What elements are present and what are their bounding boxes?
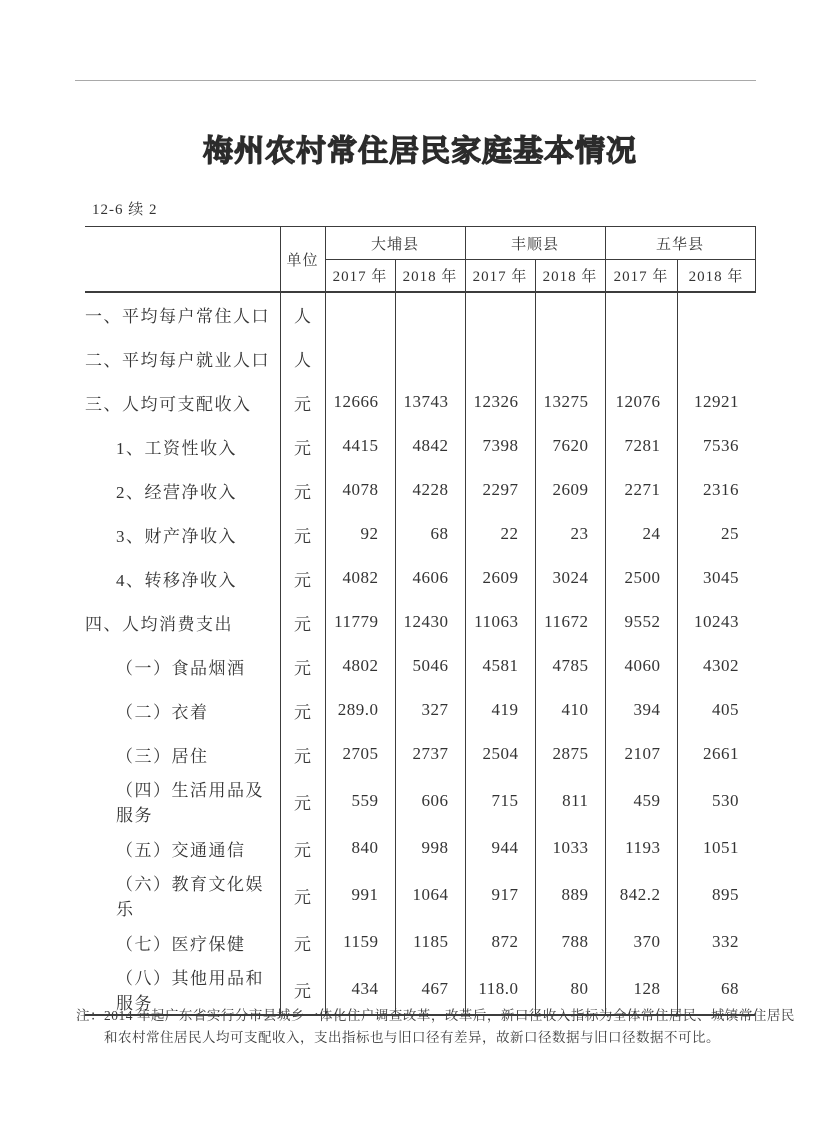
table-row [85, 556, 755, 600]
cell-value: 13743 [395, 380, 465, 424]
row-label: 3、财产净收入 [116, 526, 237, 546]
cell-value: 2661 [677, 732, 755, 776]
row-label: 三、人均可支配收入 [85, 394, 252, 414]
header-row-counties [85, 227, 755, 260]
cell-value: 4078 [325, 468, 395, 512]
cell-value: 2737 [395, 732, 465, 776]
cell-value: 991 [325, 870, 395, 920]
cell-value: 1185 [395, 920, 465, 964]
row-unit: 元 [280, 732, 325, 776]
cell-value: 22 [465, 512, 535, 556]
cell-value: 4228 [395, 468, 465, 512]
cell-value: 128 [605, 964, 677, 1015]
cell-value: 2500 [605, 556, 677, 600]
table-row [85, 776, 755, 826]
cell-value: 4415 [325, 424, 395, 468]
row-unit: 元 [280, 826, 325, 870]
table-row [85, 380, 755, 424]
year-header: 2017 年 [465, 260, 535, 293]
table-row [85, 870, 755, 920]
row-unit: 人 [280, 292, 325, 336]
cell-value: 1159 [325, 920, 395, 964]
cell-value: 2297 [465, 468, 535, 512]
cell-value: 25 [677, 512, 755, 556]
row-unit: 元 [280, 688, 325, 732]
cell-value: 3024 [535, 556, 605, 600]
cell-value: 944 [465, 826, 535, 870]
cell-value: 7536 [677, 424, 755, 468]
cell-value: 9552 [605, 600, 677, 644]
cell-value: 2609 [465, 556, 535, 600]
row-label: 二、平均每户就业人口 [85, 350, 270, 370]
cell-value [325, 292, 395, 336]
cell-value: 289.0 [325, 688, 395, 732]
table-row [85, 644, 755, 688]
table-row [85, 512, 755, 556]
cell-value [535, 336, 605, 380]
cell-value: 842.2 [605, 870, 677, 920]
cell-value: 4802 [325, 644, 395, 688]
cell-value: 2316 [677, 468, 755, 512]
cell-value: 394 [605, 688, 677, 732]
table-row [85, 292, 755, 336]
cell-value: 3045 [677, 556, 755, 600]
cell-value: 13275 [535, 380, 605, 424]
cell-value: 80 [535, 964, 605, 1015]
cell-value: 7620 [535, 424, 605, 468]
row-unit: 元 [280, 424, 325, 468]
cell-value: 889 [535, 870, 605, 920]
cell-value: 10243 [677, 600, 755, 644]
cell-value: 715 [465, 776, 535, 826]
table-row [85, 336, 755, 380]
cell-value: 434 [325, 964, 395, 1015]
cell-value: 467 [395, 964, 465, 1015]
cell-value: 2875 [535, 732, 605, 776]
cell-value: 332 [677, 920, 755, 964]
year-header: 2018 年 [535, 260, 605, 293]
cell-value [465, 336, 535, 380]
footnote-text: 2014 年起广东省实行分市县城乡一体化住户调查改革，改革后，新口径收入指标为全体常住居民、城镇常住居民和农村常住居民人均可支配收入，支出指标也与旧口径有差异，故新口径数据与旧口径数据不可比。 [104, 1008, 795, 1045]
cell-value: 1064 [395, 870, 465, 920]
table-row [85, 600, 755, 644]
cell-value: 2271 [605, 468, 677, 512]
cell-value [677, 336, 755, 380]
cell-value: 4060 [605, 644, 677, 688]
footnote-prefix: 注： [76, 1008, 104, 1023]
county-header-dapu: 大埔县 [325, 227, 465, 260]
row-unit: 人 [280, 336, 325, 380]
cell-value [395, 292, 465, 336]
cell-value: 12076 [605, 380, 677, 424]
row-unit: 元 [280, 380, 325, 424]
row-label: （六）教育文化娱乐 [116, 875, 264, 919]
year-header: 2017 年 [325, 260, 395, 293]
cell-value: 12430 [395, 600, 465, 644]
row-label: 2、经营净收入 [116, 482, 237, 502]
cell-value: 4785 [535, 644, 605, 688]
cell-value: 410 [535, 688, 605, 732]
row-unit: 元 [280, 556, 325, 600]
table-row [85, 424, 755, 468]
cell-value: 788 [535, 920, 605, 964]
cell-value: 11672 [535, 600, 605, 644]
unit-header: 单位 [280, 227, 325, 293]
cell-value [465, 292, 535, 336]
cell-value: 4606 [395, 556, 465, 600]
cell-value: 68 [677, 964, 755, 1015]
cell-value [395, 336, 465, 380]
row-label: 1、工资性收入 [116, 438, 237, 458]
row-label: 4、转移净收入 [116, 570, 237, 590]
cell-value: 11779 [325, 600, 395, 644]
year-header: 2018 年 [677, 260, 755, 293]
cell-value: 7281 [605, 424, 677, 468]
cell-value: 12666 [325, 380, 395, 424]
cell-value [535, 292, 605, 336]
row-unit: 元 [280, 870, 325, 920]
cell-value: 118.0 [465, 964, 535, 1015]
cell-value: 4581 [465, 644, 535, 688]
cell-value: 998 [395, 826, 465, 870]
row-label: （八）其他用品和服务 [85, 964, 280, 1015]
cell-value: 895 [677, 870, 755, 920]
row-label: 四、人均消费支出 [85, 614, 233, 634]
table-code: 12-6 续 2 [92, 202, 158, 218]
cell-value: 7398 [465, 424, 535, 468]
table-row [85, 920, 755, 964]
year-header: 2018 年 [395, 260, 465, 293]
cell-value: 530 [677, 776, 755, 826]
table-body [85, 292, 755, 1015]
cell-value: 12326 [465, 380, 535, 424]
cell-value: 4082 [325, 556, 395, 600]
row-unit: 元 [280, 964, 325, 1015]
cell-value: 2504 [465, 732, 535, 776]
cell-value: 419 [465, 688, 535, 732]
row-unit: 元 [280, 776, 325, 826]
row-label: 一、平均每户常住人口 [85, 307, 270, 326]
row-label: （二）衣着 [116, 702, 209, 722]
footnote [76, 1005, 796, 1049]
table-row [85, 732, 755, 776]
cell-value: 92 [325, 512, 395, 556]
row-label: （五）交通通信 [116, 840, 246, 860]
page-title: 梅州农村常住居民家庭基本情况 [203, 135, 637, 168]
cell-value: 405 [677, 688, 755, 732]
year-header: 2017 年 [605, 260, 677, 293]
county-header-wuhua: 五华县 [605, 227, 755, 260]
row-unit: 元 [280, 644, 325, 688]
cell-value: 811 [535, 776, 605, 826]
cell-value: 68 [395, 512, 465, 556]
cell-value: 327 [395, 688, 465, 732]
cell-value: 11063 [465, 600, 535, 644]
cell-value: 2107 [605, 732, 677, 776]
statistics-table [85, 226, 756, 1016]
cell-value: 370 [605, 920, 677, 964]
cell-value: 5046 [395, 644, 465, 688]
county-header-fengshun: 丰顺县 [465, 227, 605, 260]
cell-value: 1051 [677, 826, 755, 870]
cell-value: 840 [325, 826, 395, 870]
row-unit: 元 [280, 468, 325, 512]
row-label: （七）医疗保健 [116, 934, 246, 954]
cell-value: 2705 [325, 732, 395, 776]
row-label: （三）居住 [116, 746, 209, 766]
cell-value: 459 [605, 776, 677, 826]
cell-value: 2609 [535, 468, 605, 512]
cell-value [605, 336, 677, 380]
cell-value: 559 [325, 776, 395, 826]
row-unit: 元 [280, 600, 325, 644]
cell-value: 4842 [395, 424, 465, 468]
row-label: （一）食品烟酒 [116, 658, 246, 678]
table-row [85, 468, 755, 512]
cell-value [677, 292, 755, 336]
cell-value: 606 [395, 776, 465, 826]
cell-value: 1033 [535, 826, 605, 870]
cell-value [325, 336, 395, 380]
cell-value [605, 292, 677, 336]
stub-header [85, 227, 280, 293]
row-label: （四）生活用品及服务 [116, 781, 264, 825]
table-row [85, 688, 755, 732]
cell-value: 12921 [677, 380, 755, 424]
table-row [85, 826, 755, 870]
row-unit: 元 [280, 512, 325, 556]
cell-value: 24 [605, 512, 677, 556]
row-unit: 元 [280, 920, 325, 964]
cell-value: 917 [465, 870, 535, 920]
cell-value: 4302 [677, 644, 755, 688]
cell-value: 872 [465, 920, 535, 964]
cell-value: 1193 [605, 826, 677, 870]
page-top-rule [75, 80, 756, 81]
cell-value: 23 [535, 512, 605, 556]
